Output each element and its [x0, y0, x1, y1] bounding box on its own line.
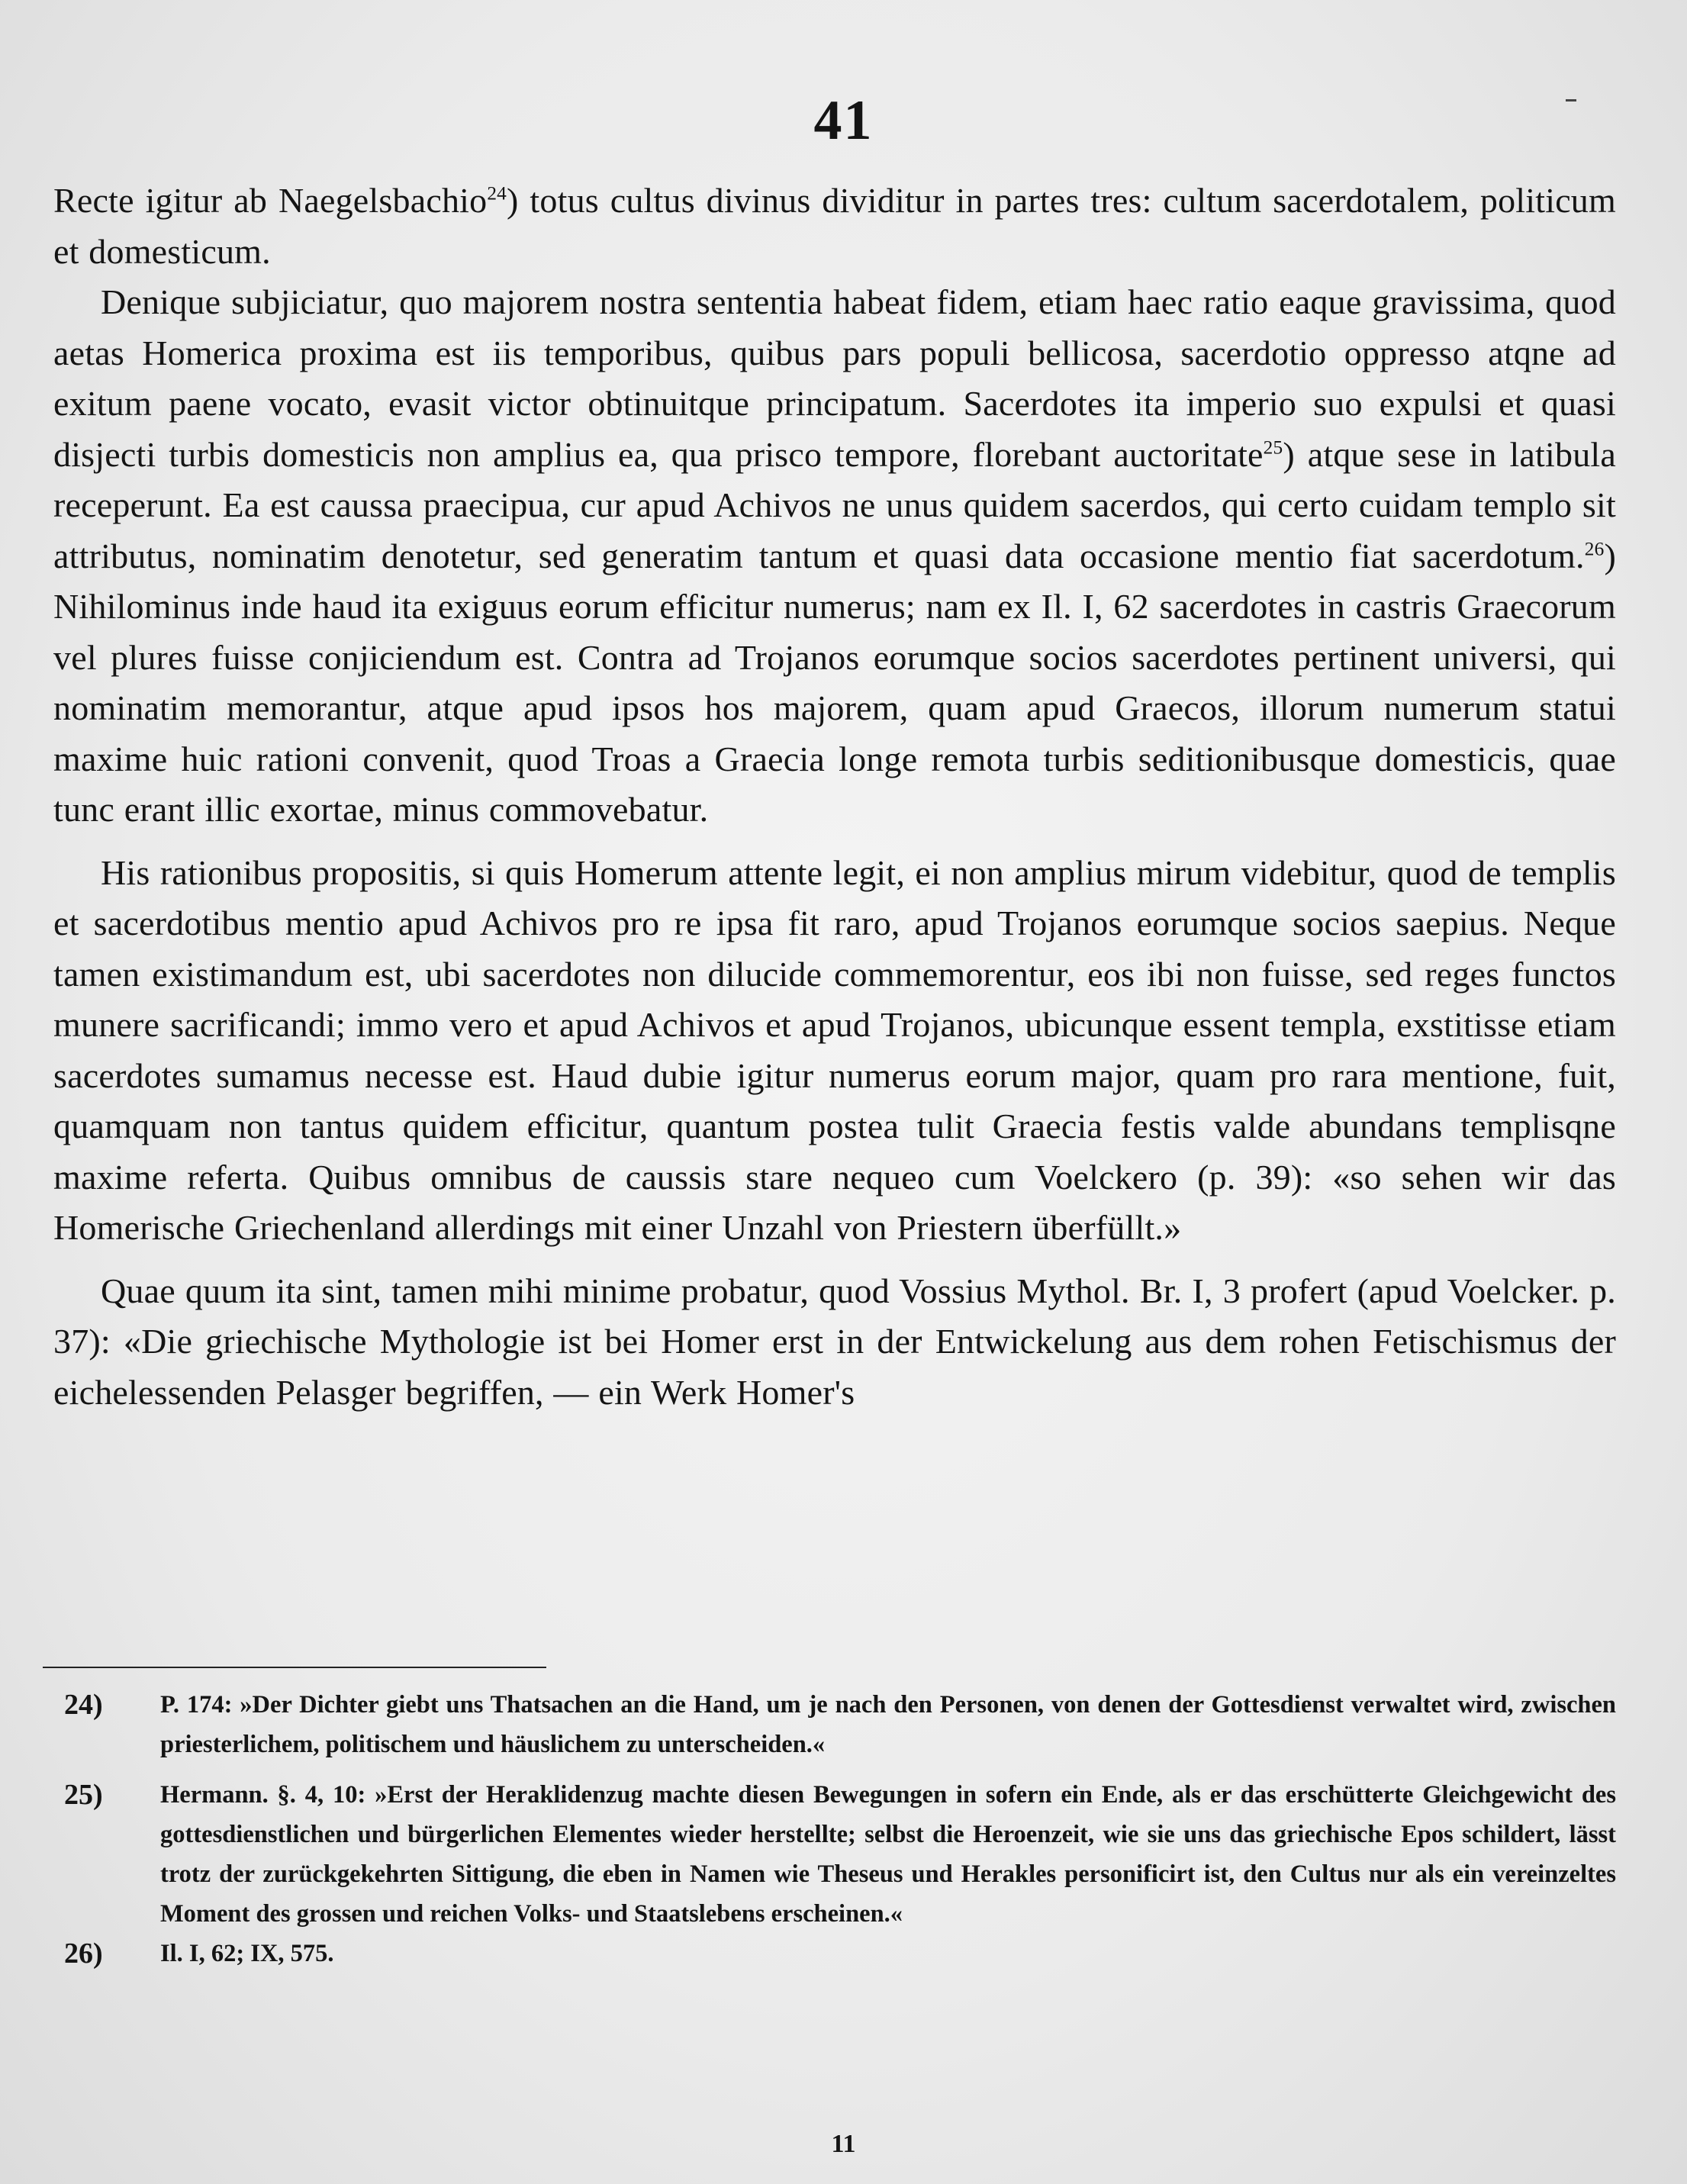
footnote-text: Hermann. §. 4, 10: »Erst der Heraklidenzug machte diesen Bewegungen in sofern ein Ende, als er das erschütterte Gleichgewicht des gottesdienstlichen und bürgerlichen Elementes wieder herstellte; selbst die Heroenzeit, wie sie uns das griechische Epos schildert, lässt trotz der zurückgekehrten Sittigung, die eben in Namen wie Theseus und Herakles personificirt ist, den Cultus nur als ein vereinzeltes Moment des grossen und reichen Volks- und Staatslebens erscheinen.«: [160, 1781, 1616, 1928]
footnote-number: 25): [64, 1779, 103, 1811]
paragraph-3: His rationibus propositis, si quis Homerum attente legit, ei non amplius mirum videbitur, quod de templis et sacerdotibus mentio apud Achivos pro re ipsa fit raro, apud Trojanos eorumque socios saepius. Neque tamen existimandum est, ubi sacerdotes non dilucide commemorentur, eos ibi non fuisse, sed reges functos munere sacrificandi; immo vero et apud Achivos et apud Trojanos, ubicunque essent templa, exstitisse etiam sacerdotes sumamus necesse est. Haud dubie igitur numerus eorum major, quam pro rara mentione, fuit, quamquam non tantus quidem efficitur, quantum postea tulit Graecia festis valde abundans templisqne maxime referta. Quibus omnibus de caussis stare nequeo cum Voelckero (p. 39): «so sehen wir das Homerische Griechenland allerdings mit einer Unzahl von Priestern überfüllt.»: [53, 852, 1616, 1247]
main-text-block: [53, 176, 1616, 1418]
paragraph-2-text-a: Denique subjiciatur, quo majorem nostra sententia habeat fidem, etiam haec ratio eaque gravissima, quod aetas Homerica proxima est iis temporibus, quibus pars populi bellicosa, sacerdotio oppresso atqne ad exitum paene vocato, evasit victor obtinuitque principatum. Sacerdotes ita imperio suo expulsi et quasi disjecti turbis domesticis non amplius ea, qua prisco tempore, florebant auctoritate: [53, 282, 1616, 474]
footnote-ref-24: 24: [487, 182, 507, 205]
paragraph-2-text-c: ) Nihilominus inde haud ita exiguus eorum efficitur numerus; nam ex Il. I, 62 sacerdotes in castris Graecorum vel plures fuisse conjiciendum est. Contra ad Trojanos eorumque socios sacerdotes pertinent universi, qui nominatim memorantur, atque apud ipsos hos majorem, quam apud Graecos, illorum numerum statui maxime huic rationi convenit, quod Troas a Graecia longe remota turbis seditionibusque domesticis, quae tunc erant illic exortae, minus commovebatur.: [53, 536, 1616, 829]
paragraph-2-text-b: ) atque sese in latibula receperunt. Ea est caussa praecipua, cur apud Achivos ne unus quidem sacerdos, qui certo cuidam templo sit attributus, nominatim denotetur, sed generatim tantum et quasi data occasione mentio fiat sacerdotum.: [53, 434, 1616, 575]
paragraph-1-text-b: ) totus cultus divinus dividitur in partes tres: cultum sacerdotalem, politicum et domesticum.: [53, 181, 1616, 271]
signature-mark: 11: [831, 2130, 856, 2158]
footnote-separator: [43, 1667, 546, 1668]
footnote-ref-26: 26: [1584, 538, 1605, 560]
paragraph-1-text-a: Recte igitur ab Naegelsbachio: [53, 181, 488, 220]
footnote-26: [43, 1934, 1616, 1973]
paragraph-4: Quae quum ita sint, tamen mihi minime probatur, quod Vossius Mythol. Br. I, 3 profert (apud Voelcker. p. 37): «Die griechische Mythologie ist bei Homer erst in der Entwickelung aus dem rohen Fetischismus der eichelessenden Pelasger begriffen, — ein Werk Homer's: [53, 1271, 1616, 1412]
footnote-number: 24): [64, 1689, 103, 1721]
margin-mark: [1566, 99, 1576, 101]
paragraph-1: [53, 176, 1616, 277]
footnote-number: 26): [64, 1938, 103, 1970]
paragraph-2: [53, 277, 1616, 836]
footnote-24: [43, 1685, 1616, 1764]
footnote-text: P. 174: »Der Dichter giebt uns Thatsachen an die Hand, um je nach den Personen, von denen der Gottesdienst verwaltet wird, zwischen priesterlichem, politischem und häuslichem zu unterscheiden.«: [160, 1691, 1616, 1758]
footnote-25: [43, 1775, 1616, 1934]
footnotes: [43, 1685, 1616, 1973]
footnote-ref-25: 25: [1263, 436, 1283, 459]
page-number: 41: [813, 89, 874, 152]
footnote-text: Il. I, 62; IX, 575.: [160, 1940, 334, 1967]
